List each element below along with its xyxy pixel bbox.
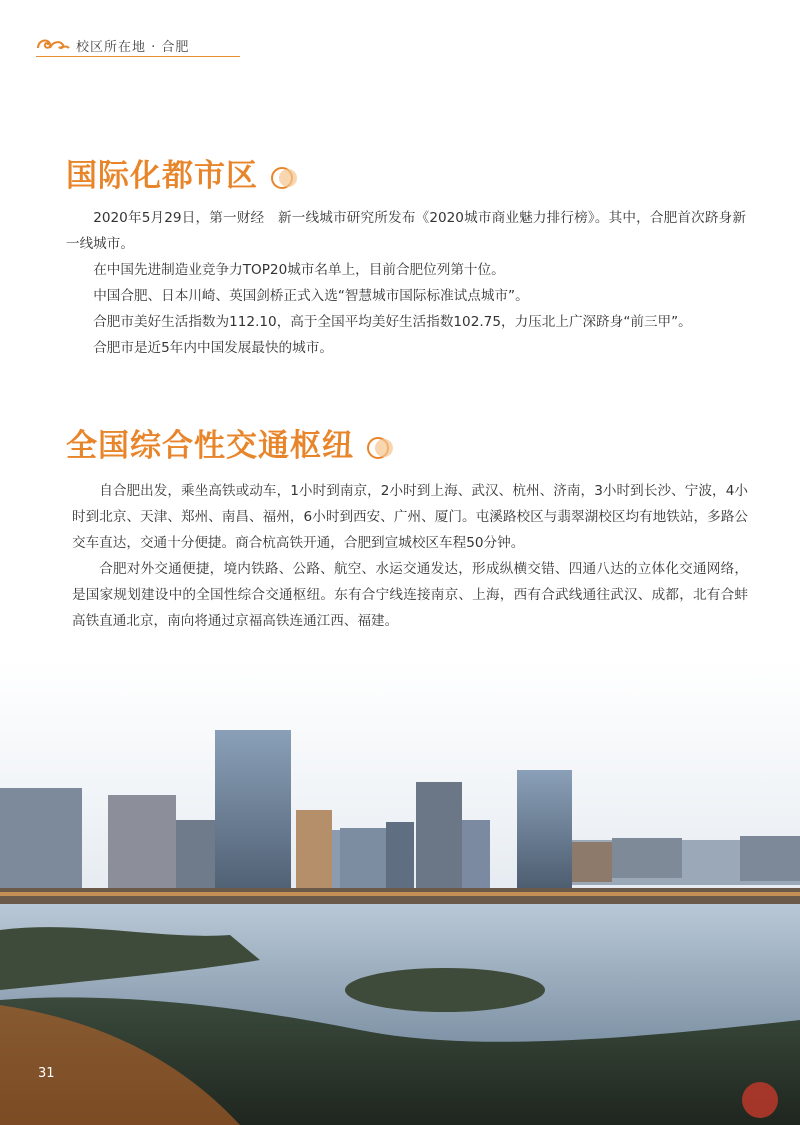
section-title-transport	[66, 420, 398, 465]
section-title-international	[66, 150, 302, 195]
paragraph: 中国合肥、日本川崎、英国剑桥正式入选“智慧城市国际标准试点城市”。	[93, 288, 529, 304]
cloud-ornament-icon	[36, 36, 70, 52]
paragraph: 在中国先进制造业竞争力TOP20城市名单上，目前合肥位列第十位。	[93, 262, 505, 278]
paragraph: 自合肥出发，乘坐高铁或动车，1小时到南京，2小时到上海、武汉、杭州、济南，3小时到长沙、宁波，4小时到北京、天津、郑州、南昌、福州，6小时到西安、广州、厦门。屯溪路校区与翡翠湖校区均有地铁站，多路公交车直达，交通十分便捷。商合杭高铁开通，合肥到宣城校区车程50分钟。	[72, 483, 748, 551]
circle-ornament-icon	[364, 435, 398, 461]
page-number: 31	[38, 1066, 55, 1081]
running-header	[36, 34, 240, 57]
paragraph: 合肥市美好生活指数为112.10，高于全国平均美好生活指数102.75，力压北上广深跻身“前三甲”。	[93, 314, 692, 330]
paragraph: 合肥市是近5年内中国发展最快的城市。	[93, 340, 333, 356]
section-title-text: 国际化都市区	[66, 158, 258, 194]
header-title: 校区所在地 · 合肥	[76, 40, 190, 55]
section-title-text: 全国综合性交通枢纽	[66, 428, 354, 464]
city-skyline-photo	[0, 660, 800, 1125]
section1-body	[66, 205, 746, 361]
circle-ornament-icon	[268, 165, 302, 191]
paragraph: 合肥对外交通便捷，境内铁路、公路、航空、水运交通发达，形成纵横交错、四通八达的立体化交通网络，是国家规划建设中的全国性综合交通枢纽。东有合宁线连接南京、上海，西有合武线通往武汉、成都，北有合蚌高铁直通北京，南向将通过京福高铁连通江西、福建。	[72, 561, 748, 629]
section2-body	[72, 478, 748, 634]
paragraph: 2020年5月29日，第一财经 新一线城市研究所发布《2020城市商业魅力排行榜》。其中，合肥首次跻身新一线城市。	[66, 210, 746, 252]
